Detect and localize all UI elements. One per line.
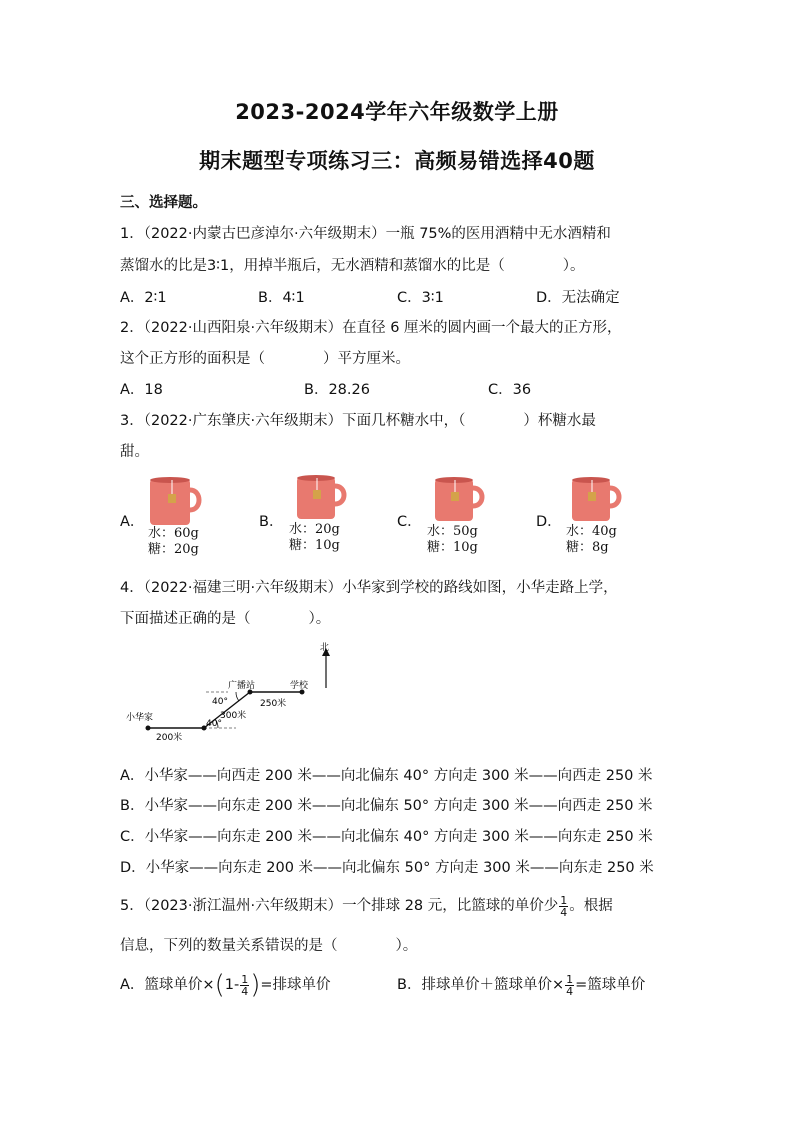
- seg3-label: 250米: [260, 699, 287, 709]
- home-label: 小华家: [126, 713, 154, 723]
- q1-option-d[interactable]: D．无法确定: [536, 290, 620, 306]
- page-title: 2023-2024学年六年级数学上册: [235, 100, 559, 124]
- q4-line2: 下面描述正确的是（ ）。: [120, 611, 331, 627]
- q3-option-d-letter: D．: [536, 514, 562, 530]
- cup-icon: [568, 476, 626, 524]
- q1-line1: 1．（2022·内蒙古巴彦淖尔·六年级期末）一瓶 75%的医用酒精中无水酒精和: [120, 226, 611, 242]
- q3-line1: 3．（2022·广东肇庆·六年级期末）下面几杯糖水中，（ ）杯糖水最: [120, 413, 596, 429]
- q3-option-b-sugar: 糖：10g: [289, 538, 340, 553]
- route-map: [118, 636, 348, 748]
- q2-option-c[interactable]: C．36: [488, 382, 532, 398]
- q3-option-d[interactable]: [536, 476, 656, 560]
- angle-top-label: 40°: [212, 697, 228, 707]
- north-label: 北: [320, 643, 330, 653]
- seg1-label: 200米: [156, 733, 183, 743]
- q4-option-d[interactable]: D．小华家——向东走 200 米——向北偏东 50° 方向走 300 米——向东走 250 米: [120, 860, 654, 876]
- q3-line2: 甜。: [120, 444, 149, 460]
- q5-line1: [120, 894, 613, 918]
- q1-option-b[interactable]: B．4∶1: [258, 290, 305, 306]
- seg2-label: 300米: [220, 711, 247, 721]
- q2-line2: 这个正方形的面积是（ ）平方厘米。: [120, 351, 410, 367]
- q5-line1-pre: 5．（2023·浙江温州·六年级期末）一个排球 28 元，比篮球的单价少: [120, 898, 559, 914]
- cup-icon: [431, 476, 489, 524]
- q5-line2: 信息，下列的数量关系错误的是（ ）。: [120, 938, 418, 954]
- q4-option-b[interactable]: B．小华家——向东走 200 米——向北偏东 50° 方向走 300 米——向西走 250 米: [120, 798, 653, 814]
- q3-option-a-sugar: 糖：20g: [148, 542, 199, 557]
- q3-option-b-letter: B．: [259, 514, 284, 530]
- station-label: 广播站: [228, 681, 256, 691]
- q5-fraction: $\frac{1}{4}$: [560, 893, 568, 919]
- q1-option-c[interactable]: C．3∶1: [397, 290, 444, 306]
- q4-option-c[interactable]: C．小华家——向东走 200 米——向北偏东 40° 方向走 300 米——向东走 250 米: [120, 829, 653, 845]
- q3-option-b-water: 水：20g: [289, 522, 340, 537]
- school-label: 学校: [290, 681, 309, 691]
- q3-option-a-letter: A．: [120, 514, 145, 530]
- q1-option-a[interactable]: A．2∶1: [120, 290, 167, 306]
- q2-line1: 2．（2022·山西阳泉·六年级期末）在直径 6 厘米的圆内画一个最大的正方形，: [120, 320, 622, 336]
- q5-option-a[interactable]: A．篮球单价×(1- $\frac{1}{4}$ )=排球单价: [120, 970, 331, 1000]
- q5-option-b[interactable]: B．排球单价＋篮球单价× $\frac{1}{4}$ =篮球单价: [397, 972, 646, 998]
- q3-option-a-water: 水：60g: [148, 526, 199, 541]
- q1-line2: 蒸馏水的比是3∶1，用掉半瓶后，无水酒精和蒸馏水的比是（ ）。: [120, 258, 585, 274]
- q3-option-d-water: 水：40g: [566, 524, 617, 539]
- q3-option-c-letter: C．: [397, 514, 422, 530]
- page-subtitle: 期末题型专项练习三：高频易错选择40题: [199, 149, 595, 173]
- section-heading: 三、选择题。: [120, 195, 207, 211]
- q3-option-c-water: 水：50g: [427, 524, 478, 539]
- q3-option-c-sugar: 糖：10g: [427, 540, 478, 555]
- q4-option-a[interactable]: A．小华家——向西走 200 米——向北偏东 40° 方向走 300 米——向西走 250 米: [120, 768, 653, 784]
- q5-line1-post: 。根据: [569, 898, 613, 914]
- q3-option-b[interactable]: [259, 474, 379, 558]
- q3-option-a[interactable]: [120, 476, 240, 560]
- cup-icon: [293, 474, 351, 522]
- q3-option-c[interactable]: [397, 476, 517, 560]
- q4-line1: 4．（2022·福建三明·六年级期末）小华家到学校的路线如图，小华走路上学，: [120, 580, 618, 596]
- angle-bottom-label: 40°: [206, 719, 222, 729]
- q2-option-b[interactable]: B．28.26: [304, 382, 370, 398]
- q3-option-d-sugar: 糖：8g: [566, 540, 609, 555]
- cup-icon: [146, 476, 204, 528]
- q2-option-a[interactable]: A．18: [120, 382, 163, 398]
